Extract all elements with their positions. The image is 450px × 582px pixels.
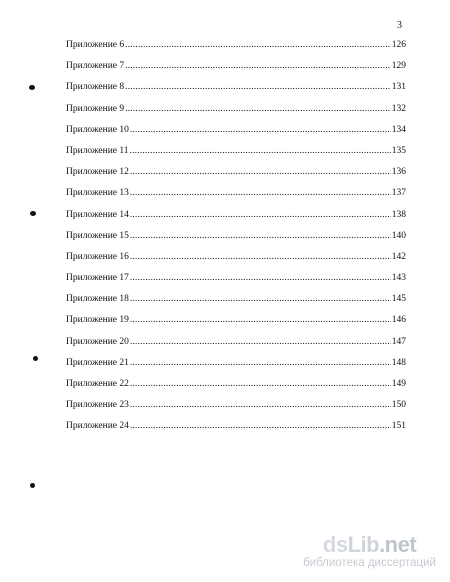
toc-entry [66,379,406,400]
toc-leader-dots [130,421,391,431]
toc-entry-label: Приложение 9 [66,103,125,114]
toc-entry-label: Приложение 15 [66,230,129,241]
toc-entry-label: Приложение 17 [66,273,129,284]
toc-entry-page: 150 [391,400,406,411]
toc-entry [66,210,406,231]
toc-entry-page: 142 [391,251,406,262]
toc-entry [66,421,406,442]
toc-entry-label: Приложение 24 [66,421,129,432]
toc-leader-dots [130,210,391,220]
toc-entry-label: Приложение 14 [66,209,129,220]
toc-entry-label: Приложение 20 [66,336,129,347]
toc-leader-dots [130,231,391,241]
toc-entry-page: 149 [391,379,406,389]
toc-entry [66,231,406,252]
toc-entry-page: 147 [391,336,406,347]
toc-entry-page: 135 [391,145,406,156]
toc-entry [66,252,406,273]
toc-leader-dots [125,82,391,92]
toc-leader-dots [130,400,391,410]
toc-leader-dots [130,146,391,156]
watermark-logo: dsLib.net [322,532,417,557]
watermark [303,534,436,570]
toc-entry-page: 151 [391,421,406,432]
toc-leader-dots [130,294,391,304]
toc-entry [66,188,406,209]
toc-entry-label: Приложение 19 [66,315,129,326]
toc-leader-dots [130,358,391,368]
toc-entry-label: Приложение 8 [66,82,125,93]
toc-leader-dots [125,104,391,114]
toc-leader-dots [130,188,391,198]
toc-entry-page: 136 [391,167,406,178]
toc-entry-label: Приложение 6 [66,40,125,50]
toc-entry-label: Приложение 23 [66,400,129,411]
toc-entry-page: 143 [391,273,406,284]
toc-entry [66,82,406,103]
toc-entry [66,294,406,315]
toc-entry-label: Приложение 13 [66,188,129,199]
toc-entry-label: Приложение 18 [66,294,129,305]
toc-leader-dots [130,337,391,347]
toc-entry-label: Приложение 10 [66,124,129,135]
toc-entry-page: 134 [391,124,406,135]
toc-entry-page: 140 [391,230,406,241]
toc-entry [66,167,406,188]
toc-entry [66,125,406,146]
toc-leader-dots [125,40,391,50]
toc-leader-dots [130,379,391,389]
toc-leader-dots [130,273,391,283]
toc-entry-label: Приложение 21 [66,357,129,368]
scan-smudge [29,85,35,90]
toc-entry-page: 132 [391,103,406,114]
toc-entry [66,146,406,167]
toc-entry [66,40,406,61]
scan-smudge [33,356,38,361]
toc-entry-page: 145 [391,294,406,305]
toc-entry-label: Приложение 7 [66,61,125,72]
toc-entry [66,61,406,82]
toc-entry-label: Приложение 12 [66,167,129,178]
toc-leader-dots [130,252,391,262]
toc-entry [66,315,406,336]
toc-entry-page: 137 [391,188,406,199]
toc-entry-page: 148 [391,357,406,368]
toc-entry-page: 126 [391,40,406,50]
scan-smudge [30,211,36,216]
toc-entry [66,400,406,421]
toc-leader-dots [130,315,391,325]
toc-entry [66,104,406,125]
toc-entry [66,273,406,294]
toc-leader-dots [130,167,391,177]
toc-entry-label: Приложение 22 [66,379,129,389]
toc-entry-label: Приложение 11 [66,145,129,156]
toc-leader-dots [125,61,391,71]
toc-entry-page: 146 [391,315,406,326]
toc-entry-page: 138 [391,209,406,220]
scan-smudge [30,483,35,488]
toc-entry [66,337,406,358]
toc-entry-page: 131 [391,82,406,93]
toc-entry-page: 129 [391,61,406,72]
toc-entry [66,358,406,379]
page-number: 3 [397,20,402,31]
toc-leader-dots [130,125,391,135]
table-of-contents [66,40,406,443]
watermark-subtitle: библиотека диссертаций [303,557,436,569]
toc-entry-label: Приложение 16 [66,251,129,262]
